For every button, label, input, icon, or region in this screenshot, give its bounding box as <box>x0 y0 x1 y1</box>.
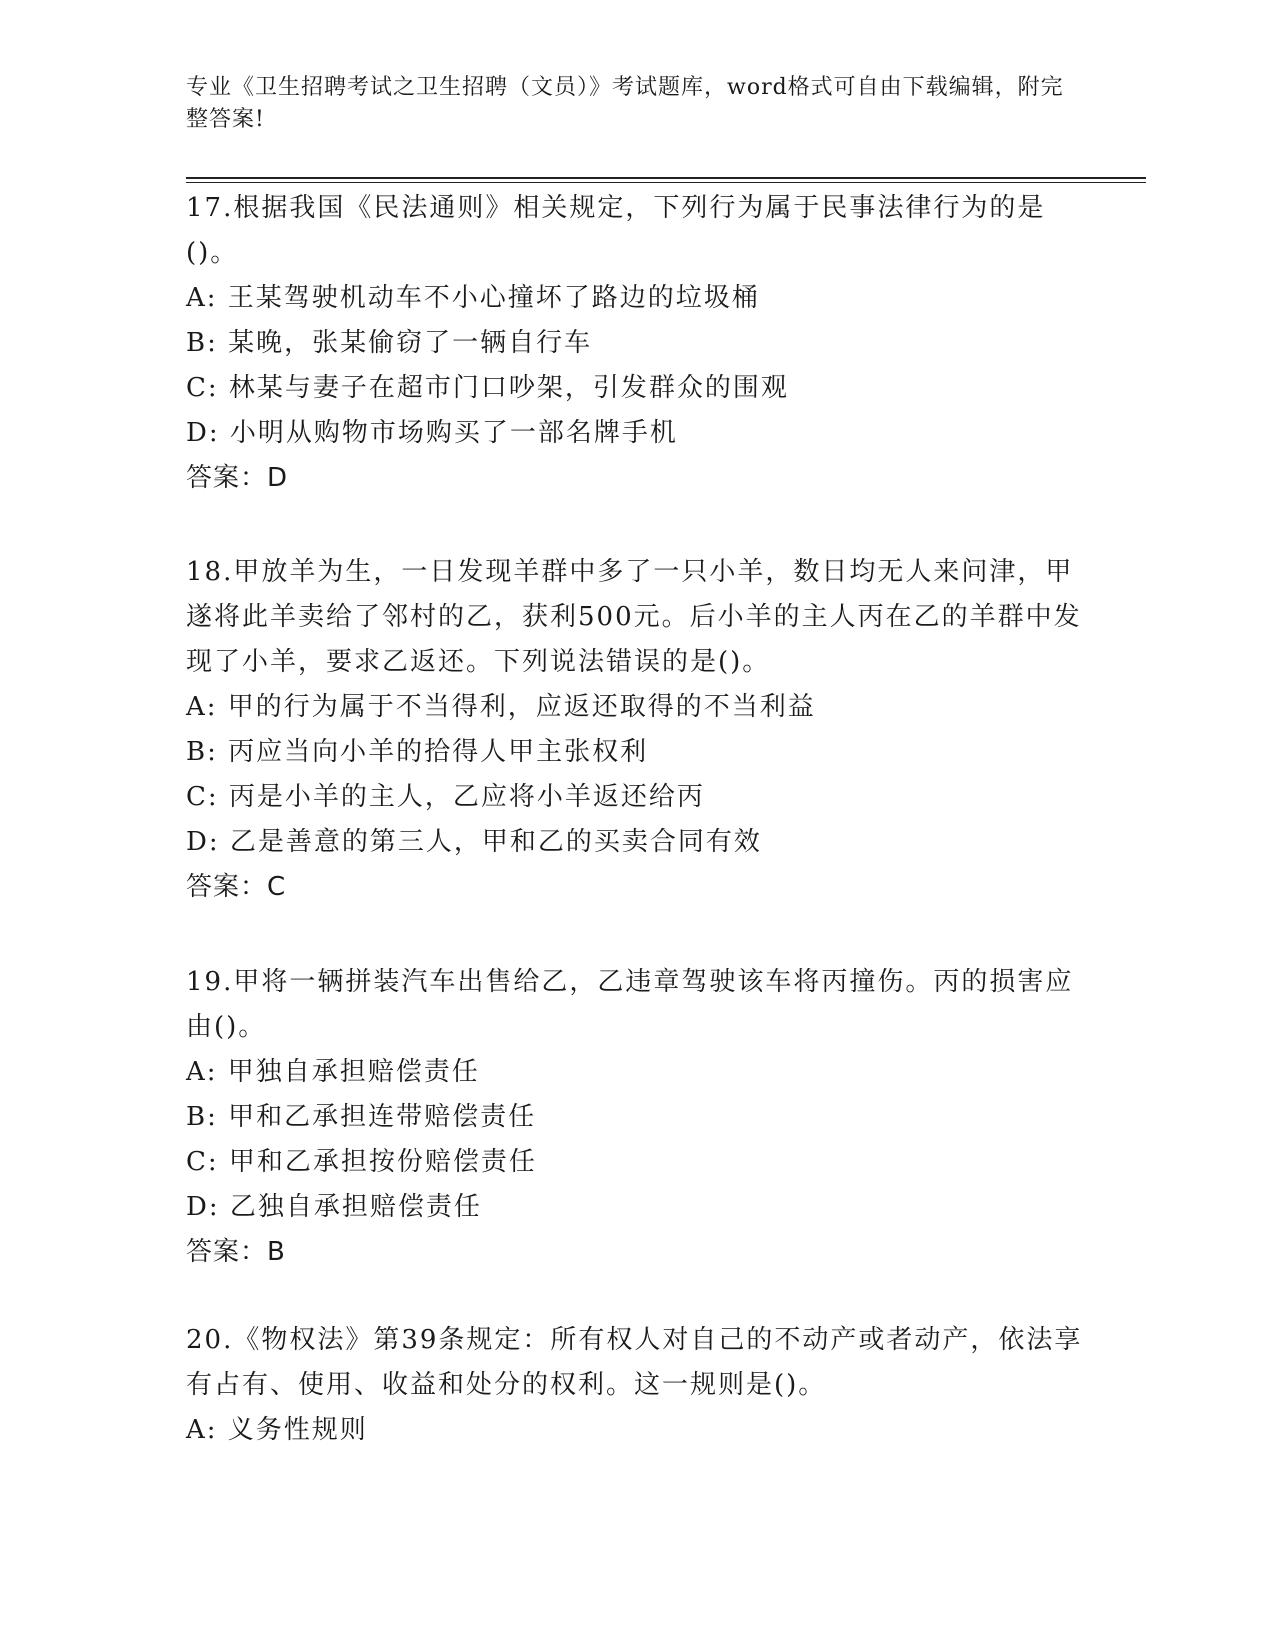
question-18 <box>186 550 1086 910</box>
question-stem: 18.甲放羊为生，一日发现羊群中多了一只小羊，数日均无人来问津，甲遂将此羊卖给了邻村的乙，获利500元。后小羊的主人丙在乙的羊群中发现了小羊，要求乙返还。下列说法错误的是()。 <box>186 557 1082 677</box>
answer: 答案：C <box>186 872 287 902</box>
question-stem: 19.甲将一辆拼装汽车出售给乙，乙违章驾驶该车将丙撞伤。丙的损害应由()。 <box>186 967 1074 1042</box>
answer: 答案：D <box>186 463 289 493</box>
answer: 答案：B <box>186 1237 286 1267</box>
option-a: A: 义务性规则 <box>186 1415 368 1445</box>
question-17 <box>186 186 1086 501</box>
question-stem: 17.根据我国《民法通则》相关规定，下列行为属于民事法律行为的是()。 <box>186 193 1046 268</box>
header-rule-top <box>186 177 1146 179</box>
page-header: 专业《卫生招聘考试之卫生招聘（文员）》考试题库，word格式可自由下载编辑，附完整答案! <box>186 75 1064 132</box>
option-d: D: 小明从购物市场购买了一部名牌手机 <box>186 418 678 448</box>
question-20 <box>186 1318 1086 1453</box>
option-c: C: 丙是小羊的主人，乙应将小羊返还给丙 <box>186 782 705 812</box>
option-a: A: 王某驾驶机动车不小心撞坏了路边的垃圾桶 <box>186 283 760 313</box>
option-b: B: 甲和乙承担连带赔偿责任 <box>186 1102 537 1132</box>
header-rule-bottom <box>186 182 1146 183</box>
option-d: D: 乙是善意的第三人，甲和乙的买卖合同有效 <box>186 827 762 857</box>
option-b: B: 丙应当向小羊的拾得人甲主张权利 <box>186 737 649 767</box>
question-stem: 20.《物权法》第39条规定：所有权人对自己的不动产或者动产，依法享有占有、使用、收益和处分的权利。这一规则是()。 <box>186 1325 1083 1400</box>
option-c: C: 林某与妻子在超市门口吵架，引发群众的围观 <box>186 373 789 403</box>
option-a: A: 甲的行为属于不当得利，应返还取得的不当利益 <box>186 692 816 722</box>
option-b: B: 某晚，张某偷窃了一辆自行车 <box>186 328 593 358</box>
question-19 <box>186 960 1086 1275</box>
option-d: D: 乙独自承担赔偿责任 <box>186 1192 482 1222</box>
option-a: A: 甲独自承担赔偿责任 <box>186 1057 480 1087</box>
option-c: C: 甲和乙承担按份赔偿责任 <box>186 1147 537 1177</box>
